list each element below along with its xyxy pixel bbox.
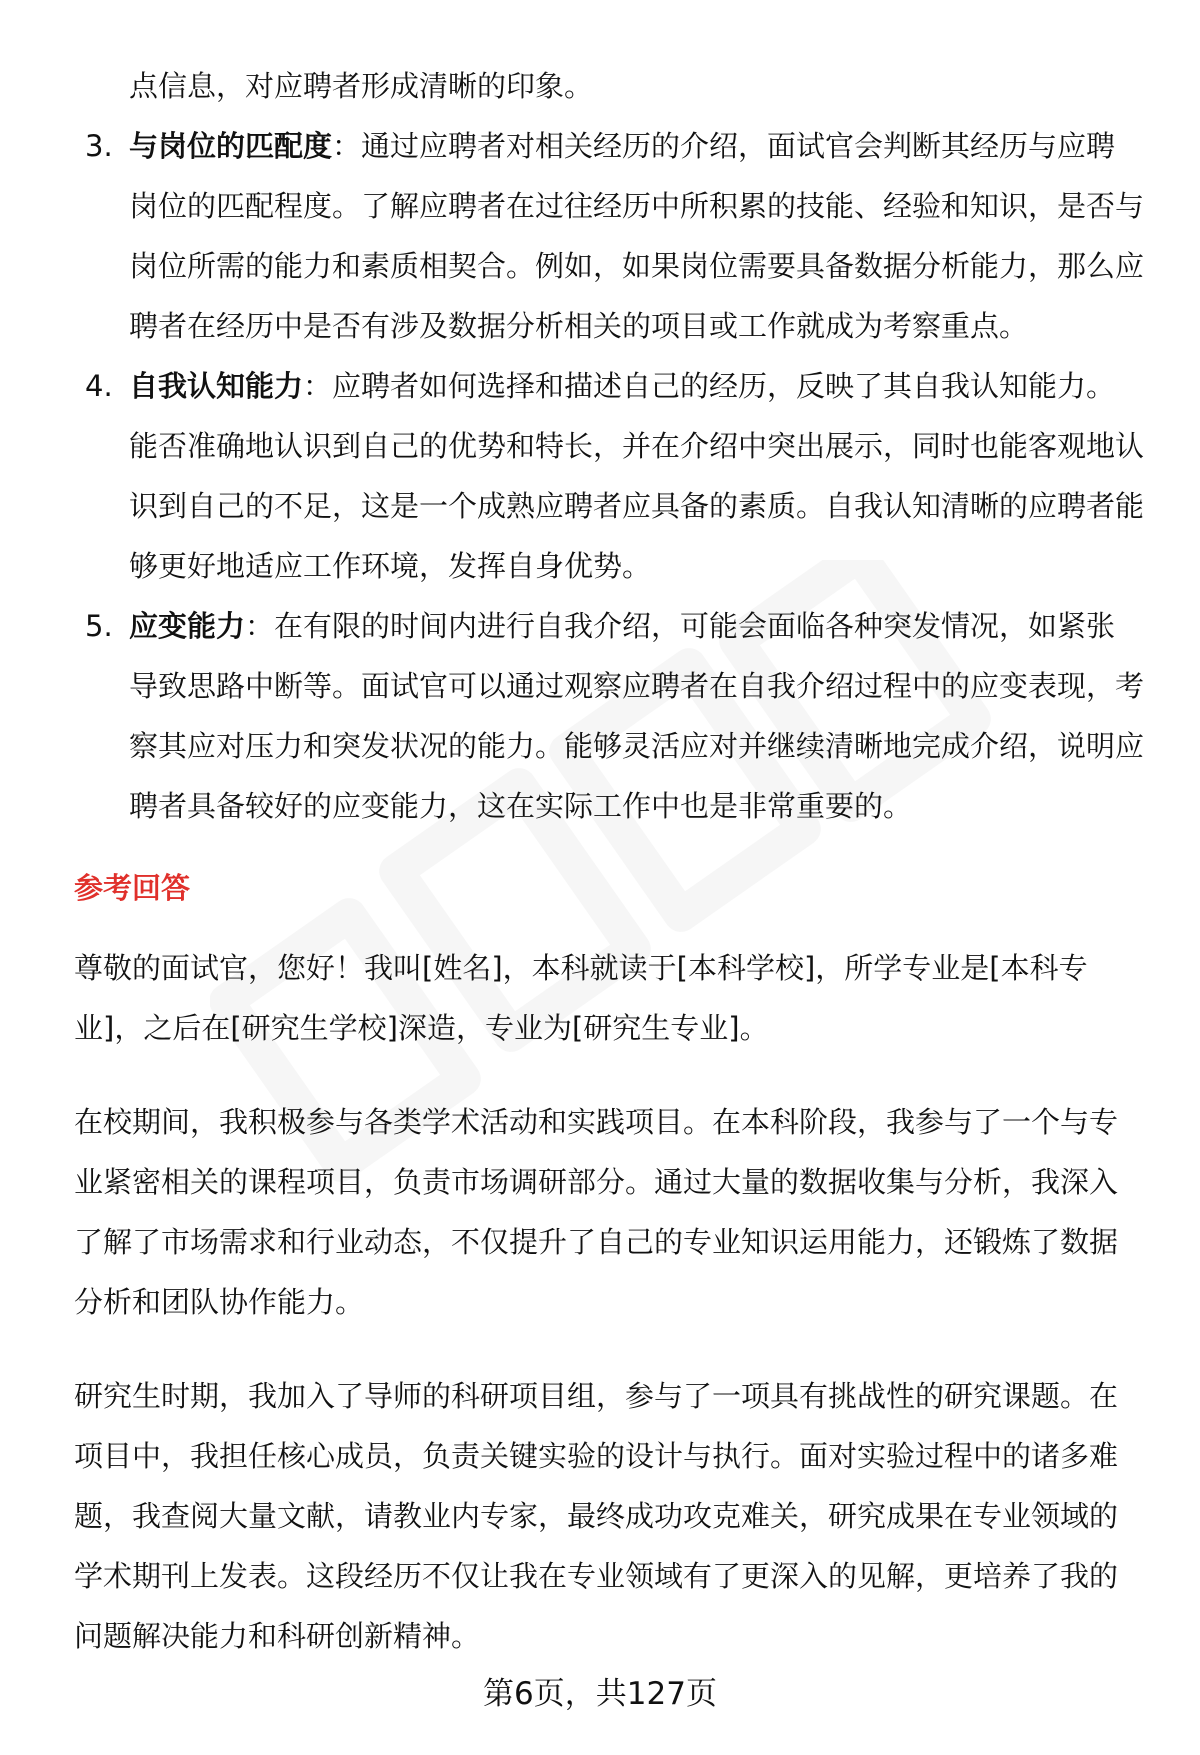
item-number: 3. [85,129,113,163]
answer-paragraph: 尊敬的面试官，您好！我叫[姓名]，本科就读于[本科学校]，所学专业是[本科专业]，之后在[研究生学校]深造，专业为[研究生专业]。 [74,951,1088,1045]
item-title: 自我认知能力 [129,369,304,403]
item-body: 在有限的时间内进行自我介绍，可能会面临各种突发情况，如紧张导致思路中断等。面试官可以通过观察应聘者在自我介绍过程中的应变表现，考察其应对压力和突发状况的能力。能够灵活应对并继续清晰地完成介绍，说明应聘者具备较好的应变能力，这在实际工作中也是非常重要的。 [129,609,1145,823]
item-colon: ： [332,129,362,163]
item-colon: ： [303,369,333,403]
page-footer: 第6页，共127页 [483,1676,717,1712]
list-item [74,596,1144,836]
item-title: 与岗位的匹配度 [129,129,333,163]
list-item [74,116,1144,356]
item-title: 应变能力 [129,609,246,643]
reference-answer-heading: 参考回答 [74,871,191,905]
continuation-line: 点信息，对应聘者形成清晰的印象。 [129,69,594,103]
item-body: 通过应聘者对相关经历的介绍，面试官会判断其经历与应聘岗位的匹配程度。了解应聘者在过往经历中所积累的技能、经验和知识，是否与岗位所需的能力和素质相契合。例如，如果岗位需要具备数据分析能力，那么应聘者在经历中是否有涉及数据分析相关的项目或工作就成为考察重点。 [129,129,1145,343]
answer-paragraph: 研究生时期，我加入了导师的科研项目组，参与了一项具有挑战性的研究课题。在项目中，我担任核心成员，负责关键实验的设计与执行。面对实验过程中的诸多难题，我查阅大量文献，请教业内专家，最终成功攻克难关，研究成果在专业领域的学术期刊上发表。这段经历不仅让我在专业领域有了更深入的见解，更培养了我的问题解决能力和科研创新精神。 [74,1379,1119,1653]
item-number: 4. [85,369,113,403]
list-item [74,356,1144,596]
numbered-list [74,116,1144,836]
main-content [74,56,1144,1700]
item-colon: ： [245,609,275,643]
item-number: 5. [85,609,113,643]
item-body: 应聘者如何选择和描述自己的经历，反映了其自我认知能力。能否准确地认识到自己的优势和特长，并在介绍中突出展示，同时也能客观地认识到自己的不足，这是一个成熟应聘者应具备的素质。自我认知清晰的应聘者能够更好地适应工作环境，发挥自身优势。 [129,369,1145,583]
answer-paragraph: 在校期间，我积极参与各类学术活动和实践项目。在本科阶段，我参与了一个与专业紧密相关的课程项目，负责市场调研部分。通过大量的数据收集与分析，我深入了解了市场需求和行业动态，不仅提升了自己的专业知识运用能力，还锻炼了数据分析和团队协作能力。 [74,1105,1119,1319]
